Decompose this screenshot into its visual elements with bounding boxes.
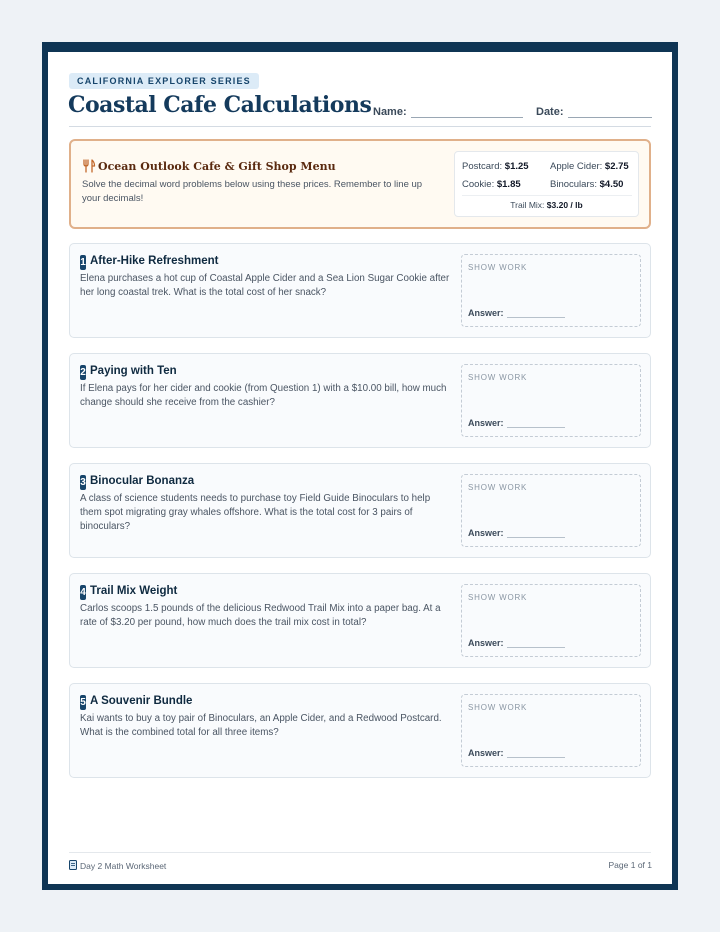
question-title: Paying with Ten <box>90 365 177 377</box>
answer-field[interactable] <box>468 308 565 318</box>
price-trail-mix <box>455 200 638 210</box>
answer-line[interactable] <box>507 419 565 428</box>
price-label: Binoculars: <box>550 179 597 190</box>
question-title: Binocular Bonanza <box>90 475 195 487</box>
show-work-label: SHOW WORK <box>468 483 528 492</box>
price-label: Trail Mix: <box>510 200 545 210</box>
show-work-box[interactable] <box>461 364 641 437</box>
show-work-box[interactable] <box>461 694 641 767</box>
price-card <box>454 151 639 217</box>
date-field[interactable] <box>536 106 652 118</box>
price-divider <box>462 195 632 196</box>
answer-line[interactable] <box>507 639 565 648</box>
fork-knife-icon <box>82 159 96 173</box>
question-title: A Souvenir Bundle <box>90 695 193 707</box>
question-text: Elena purchases a hot cup of Coastal Apple Cider and a Sea Lion Sugar Cookie after her long coastal trek. What is the total cost of her snack? <box>80 273 450 298</box>
price-binoculars <box>550 179 623 190</box>
price-label: Apple Cider: <box>550 161 603 172</box>
question-number: 1 <box>80 257 86 268</box>
price-cookie <box>462 179 521 190</box>
question-card-2 <box>69 353 651 448</box>
name-label: Name: <box>373 106 407 118</box>
price-apple-cider <box>550 161 629 172</box>
show-work-label: SHOW WORK <box>468 593 528 602</box>
question-card-1 <box>69 243 651 338</box>
question-number: 4 <box>80 587 86 598</box>
footer-divider <box>69 852 651 853</box>
name-line[interactable] <box>411 106 523 118</box>
question-title: Trail Mix Weight <box>90 585 178 597</box>
date-label: Date: <box>536 106 564 118</box>
question-number: 3 <box>80 477 86 488</box>
answer-field[interactable] <box>468 418 565 428</box>
show-work-box[interactable] <box>461 254 641 327</box>
question-card-4 <box>69 573 651 668</box>
answer-field[interactable] <box>468 528 565 538</box>
answer-field[interactable] <box>468 748 565 758</box>
question-card-3 <box>69 463 651 558</box>
series-badge: CALIFORNIA EXPLORER SERIES <box>69 73 259 89</box>
price-value: $1.85 <box>496 179 521 190</box>
show-work-box[interactable] <box>461 584 641 657</box>
price-value: $3.20 / lb <box>546 200 583 210</box>
menu-box <box>69 139 651 229</box>
question-card-5 <box>69 683 651 778</box>
question-number: 5 <box>80 697 86 708</box>
answer-label: Answer: <box>468 308 504 318</box>
name-field[interactable] <box>373 106 523 118</box>
show-work-label: SHOW WORK <box>468 373 528 382</box>
question-text: If Elena pays for her cider and cookie (from Question 1) with a $10.00 bill, how much change should she receive from the cashier? <box>80 383 447 408</box>
answer-label: Answer: <box>468 418 504 428</box>
answer-label: Answer: <box>468 638 504 648</box>
question-text: Carlos scoops 1.5 pounds of the delicious Redwood Trail Mix into a paper bag. At a rate of $3.20 per pound, how much does the trail mix cost in total? <box>80 603 441 628</box>
price-postcard <box>462 161 529 172</box>
price-value: $1.25 <box>504 161 529 172</box>
page-title: Coastal Cafe Calculations <box>68 92 372 118</box>
document-icon <box>69 860 77 870</box>
answer-field[interactable] <box>468 638 565 648</box>
question-text: A class of science students needs to purchase toy Field Guide Binoculars to help them spot migrating gray whales offshore. What is the total cost for 3 pairs of binoculars? <box>80 493 431 532</box>
price-label: Postcard: <box>462 161 503 172</box>
page-number: Page 1 of 1 <box>608 860 652 870</box>
answer-line[interactable] <box>507 529 565 538</box>
footer-left-text: Day 2 Math Worksheet <box>80 861 167 871</box>
question-title: After-Hike Refreshment <box>90 255 219 267</box>
date-line[interactable] <box>568 106 652 118</box>
menu-title-text: Ocean Outlook Cafe & Gift Shop Menu <box>98 160 336 173</box>
header-divider <box>69 126 651 127</box>
question-text: Kai wants to buy a toy pair of Binoculars, an Apple Cider, and a Redwood Postcard. What is the combined total for all three items? <box>80 713 442 738</box>
price-label: Cookie: <box>462 179 495 190</box>
answer-line[interactable] <box>507 749 565 758</box>
show-work-label: SHOW WORK <box>468 703 528 712</box>
question-number: 2 <box>80 367 86 378</box>
answer-label: Answer: <box>468 748 504 758</box>
show-work-box[interactable] <box>461 474 641 547</box>
price-value: $4.50 <box>599 179 624 190</box>
price-value: $2.75 <box>604 161 629 172</box>
worksheet-page <box>42 42 678 890</box>
answer-label: Answer: <box>468 528 504 538</box>
footer-left <box>69 860 166 871</box>
show-work-label: SHOW WORK <box>468 263 528 272</box>
menu-description: Solve the decimal word problems below using these prices. Remember to line up your decimals! <box>82 179 423 204</box>
answer-line[interactable] <box>507 309 565 318</box>
menu-title <box>82 159 336 173</box>
